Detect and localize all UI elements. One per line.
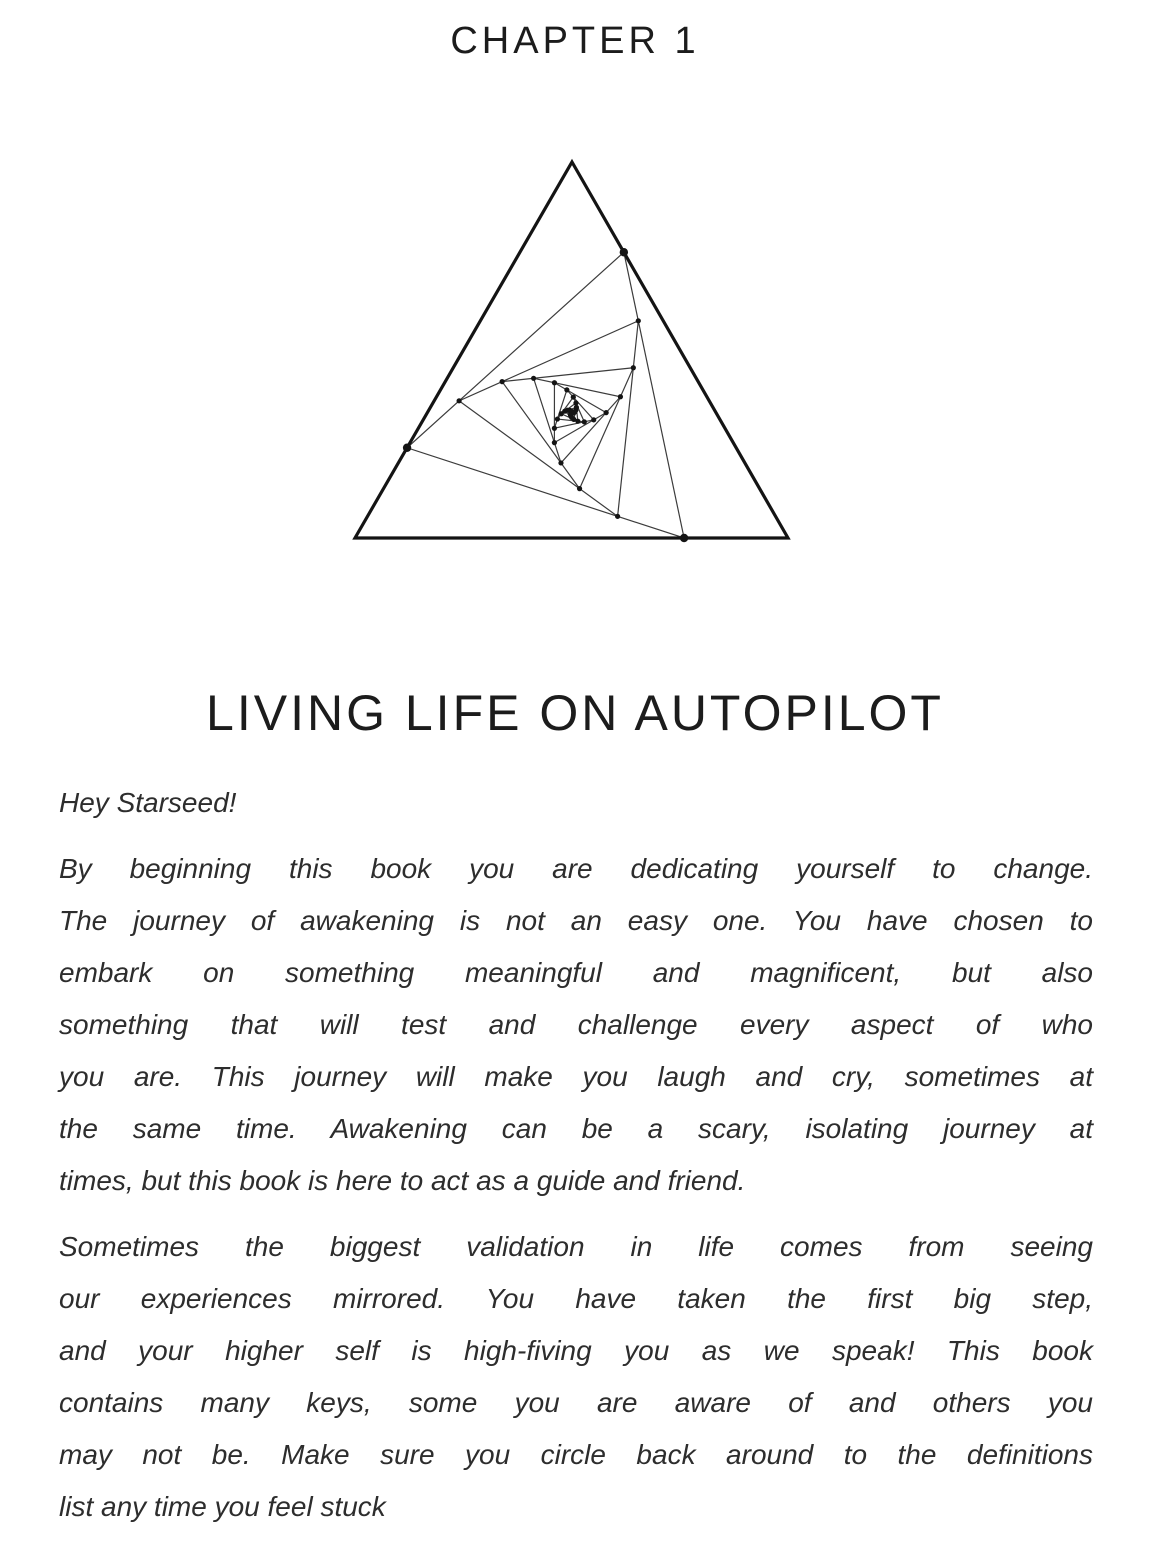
text-line: embark on something meaningful and magnificent, but also <box>59 957 1093 988</box>
spiral-triangle <box>459 321 638 517</box>
spiral-vertex-dot <box>555 416 560 421</box>
text-line: and your higher self is high-fiving you as we speak! This book <box>59 1335 1093 1366</box>
paragraph <box>59 843 1093 1207</box>
text-line: Sometimes the biggest validation in life comes from seeing <box>59 1231 1093 1262</box>
spiral-vertex-dot <box>571 394 576 399</box>
text-line: By beginning this book you are dedicating yourself to change. <box>59 853 1093 884</box>
spiral-vertex-dot <box>564 387 569 392</box>
text-line: Hey Starseed! <box>59 787 237 818</box>
spiral-vertex-dot <box>680 534 688 542</box>
spiral-vertex-dot <box>604 410 609 415</box>
spiral-vertex-dot <box>591 417 596 422</box>
spiral-vertex-dot <box>552 440 557 445</box>
spiral-vertex-dot <box>403 444 411 452</box>
text-line: contains many keys, some you are aware of and others you <box>59 1387 1093 1418</box>
chapter-figure <box>330 140 810 560</box>
text-line: our experiences mirrored. You have taken the first big step, <box>59 1283 1093 1314</box>
body-text <box>59 777 1093 1547</box>
text-line: The journey of awakening is not an easy one. You have chosen to <box>59 905 1093 936</box>
triangle-spiral-figure <box>330 140 810 560</box>
text-line: something that will test and challenge every aspect of who <box>59 1009 1093 1040</box>
spiral-vertex-dot <box>618 394 623 399</box>
text-line: may not be. Make sure you circle back around to the definitions <box>59 1439 1093 1470</box>
text-line: list any time you feel stuck <box>59 1491 386 1522</box>
page-title: LIVING LIFE ON AUTOPILOT <box>206 684 944 741</box>
spiral-vertex-dot <box>457 398 462 403</box>
spiral-vertex-dot <box>531 376 536 381</box>
text-line: you are. This journey will make you laugh and cry, sometimes at <box>59 1061 1093 1092</box>
spiral-vertex-dot <box>620 248 628 256</box>
text-line: times, but this book is here to act as a guide and friend. <box>59 1165 746 1196</box>
spiral-vertex-dot <box>577 486 582 491</box>
paragraph <box>59 1221 1093 1533</box>
spiral-triangle <box>407 252 684 538</box>
spiral-vertex-dot <box>552 426 557 431</box>
paragraph <box>59 777 1093 829</box>
spiral-vertex-dot <box>631 365 636 370</box>
chapter-label: CHAPTER 1 <box>450 20 700 62</box>
text-line: the same time. Awakening can be a scary, isolating journey at <box>59 1113 1093 1144</box>
spiral-vertex-dot <box>500 379 505 384</box>
spiral-vertex-dot <box>582 419 587 424</box>
spiral-vertex-dot <box>571 410 576 415</box>
spiral-vertex-dot <box>636 318 641 323</box>
spiral-vertex-dot <box>558 460 563 465</box>
spiral-vertex-dot <box>552 380 557 385</box>
spiral-vertex-dot <box>615 514 620 519</box>
